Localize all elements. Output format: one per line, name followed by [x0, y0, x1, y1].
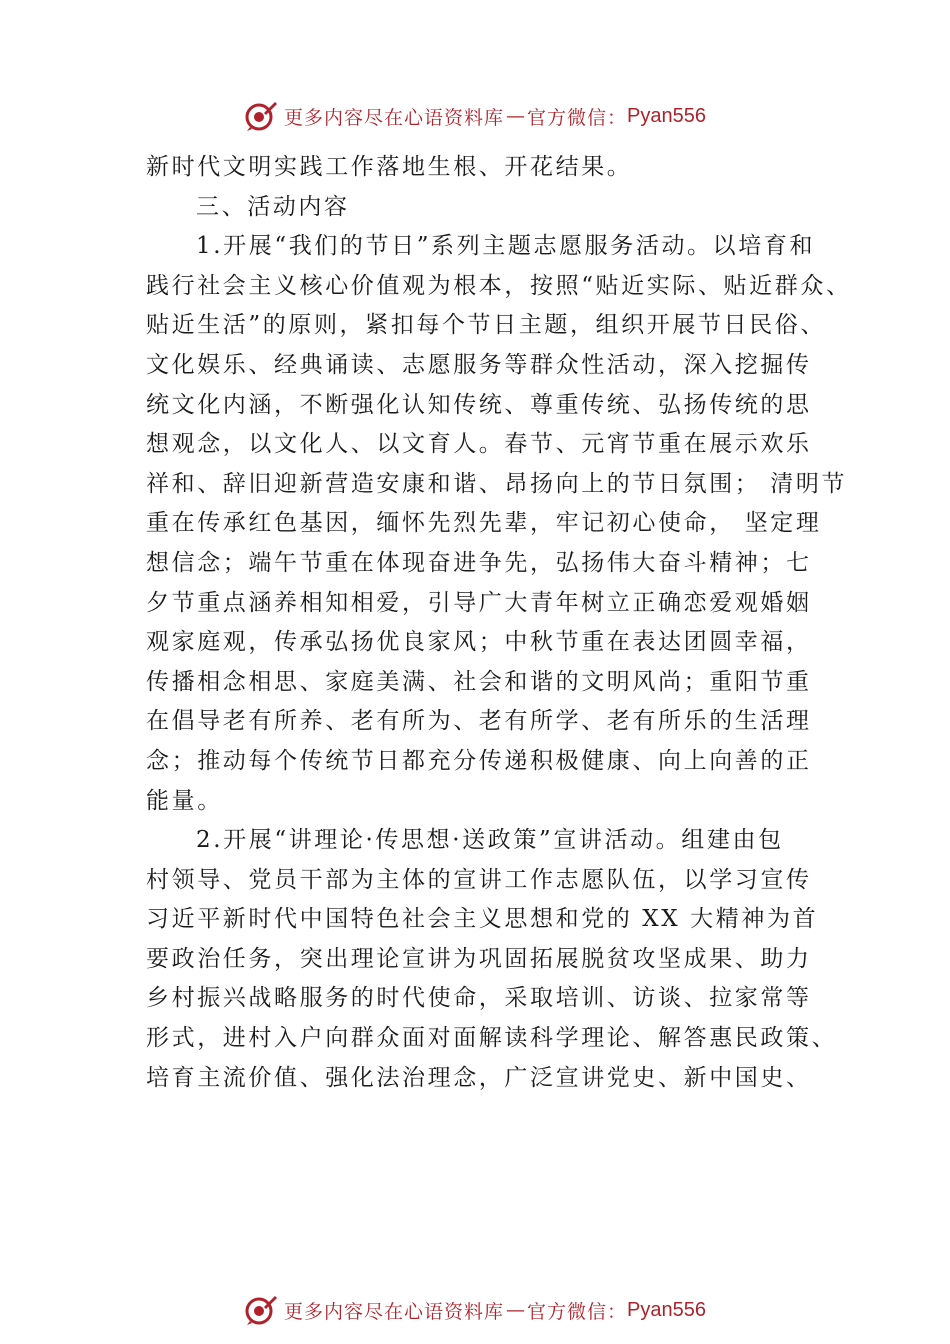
pen-circle-logo-icon — [244, 99, 278, 133]
banner-contact-label: 官方微信： — [527, 1300, 628, 1323]
text-line: 文化娱乐、经典诵读、志愿服务等群众性活动，深入挖掘传 — [146, 351, 812, 378]
document-body — [146, 148, 852, 1098]
text-line: 2.开展“讲理论·传思想·送政策”宣讲活动。组建由包 — [196, 827, 784, 854]
banner-text: 更多内容尽在心语资料库 — [284, 106, 505, 129]
text-line: 念；推动每个传统节日都充分传递积极健康、向上向善的正 — [146, 747, 812, 774]
text-line: 祥和、辞旧迎新营造安康和谐、昂扬向上的节日氛围； 清明节 — [146, 470, 848, 497]
text-line: 夕节重点涵养相知相爱，引导广大青年树立正确恋爱观婚姻 — [146, 589, 812, 616]
text-line: 培育主流价值、强化法治理念，广泛宣讲党史、新中国史、 — [146, 1064, 812, 1091]
text-line: 在倡导老有所养、老有所为、老有所学、老有所乐的生活理 — [146, 708, 812, 735]
text-line: 重在传承红色基因，缅怀先烈先辈，牢记初心使命， 坚定理 — [146, 510, 822, 537]
text-line: 践行社会主义核心价值观为根本，按照“贴近实际、贴近群众、 — [146, 272, 852, 299]
text-line: 习近平新时代中国特色社会主义思想和党的 XX 大精神为首 — [146, 906, 819, 933]
text-line: 1.开展“我们的节日”系列主题志愿服务活动。以培育和 — [196, 233, 816, 260]
text-line: 观家庭观，传承弘扬优良家风；中秋节重在表达团圆幸福， — [146, 629, 812, 656]
text-line: 要政治任务，突出理论宣讲为巩固拓展脱贫攻坚成果、助力 — [146, 945, 812, 972]
text-line: 村领导、党员干部为主体的宣讲工作志愿队伍，以学习宣传 — [146, 866, 812, 893]
banner-contact-id: Pyan556 — [627, 104, 706, 127]
banner-contact-id: Pyan556 — [627, 1298, 706, 1321]
banner-separator: — — [506, 105, 526, 127]
text-line: 新时代文明实践工作落地生根、开花结果。 — [146, 154, 633, 180]
header-watermark-banner — [0, 96, 950, 136]
text-line: 想信念；端午节重在体现奋进争先，弘扬伟大奋斗精神；七 — [146, 549, 812, 576]
text-line: 统文化内涵，不断强化认知传统、尊重传统、弘扬传统的思 — [146, 391, 812, 418]
text-line: 乡村振兴战略服务的时代使命，采取培训、访谈、拉家常等 — [146, 985, 812, 1012]
text-line: 贴近生活”的原则，紧扣每个节日主题，组织开展节日民俗、 — [146, 312, 826, 339]
text-line: 传播相念相思、家庭美满、社会和谐的文明风尚；重阳节重 — [146, 668, 812, 695]
banner-contact-label: 官方微信： — [527, 106, 628, 129]
footer-watermark-banner — [0, 1290, 950, 1330]
pen-circle-logo-icon — [244, 1293, 278, 1327]
banner-text: 更多内容尽在心语资料库 — [284, 1300, 505, 1323]
banner-separator: — — [506, 1299, 526, 1321]
section-heading: 三、活动内容 — [196, 193, 350, 220]
text-line: 形式，进村入户向群众面对面解读科学理论、解答惠民政策、 — [146, 1025, 838, 1052]
text-line: 能量。 — [146, 787, 223, 814]
text-line: 想观念，以文化人、以文育人。春节、元宵节重在展示欢乐 — [146, 431, 812, 458]
